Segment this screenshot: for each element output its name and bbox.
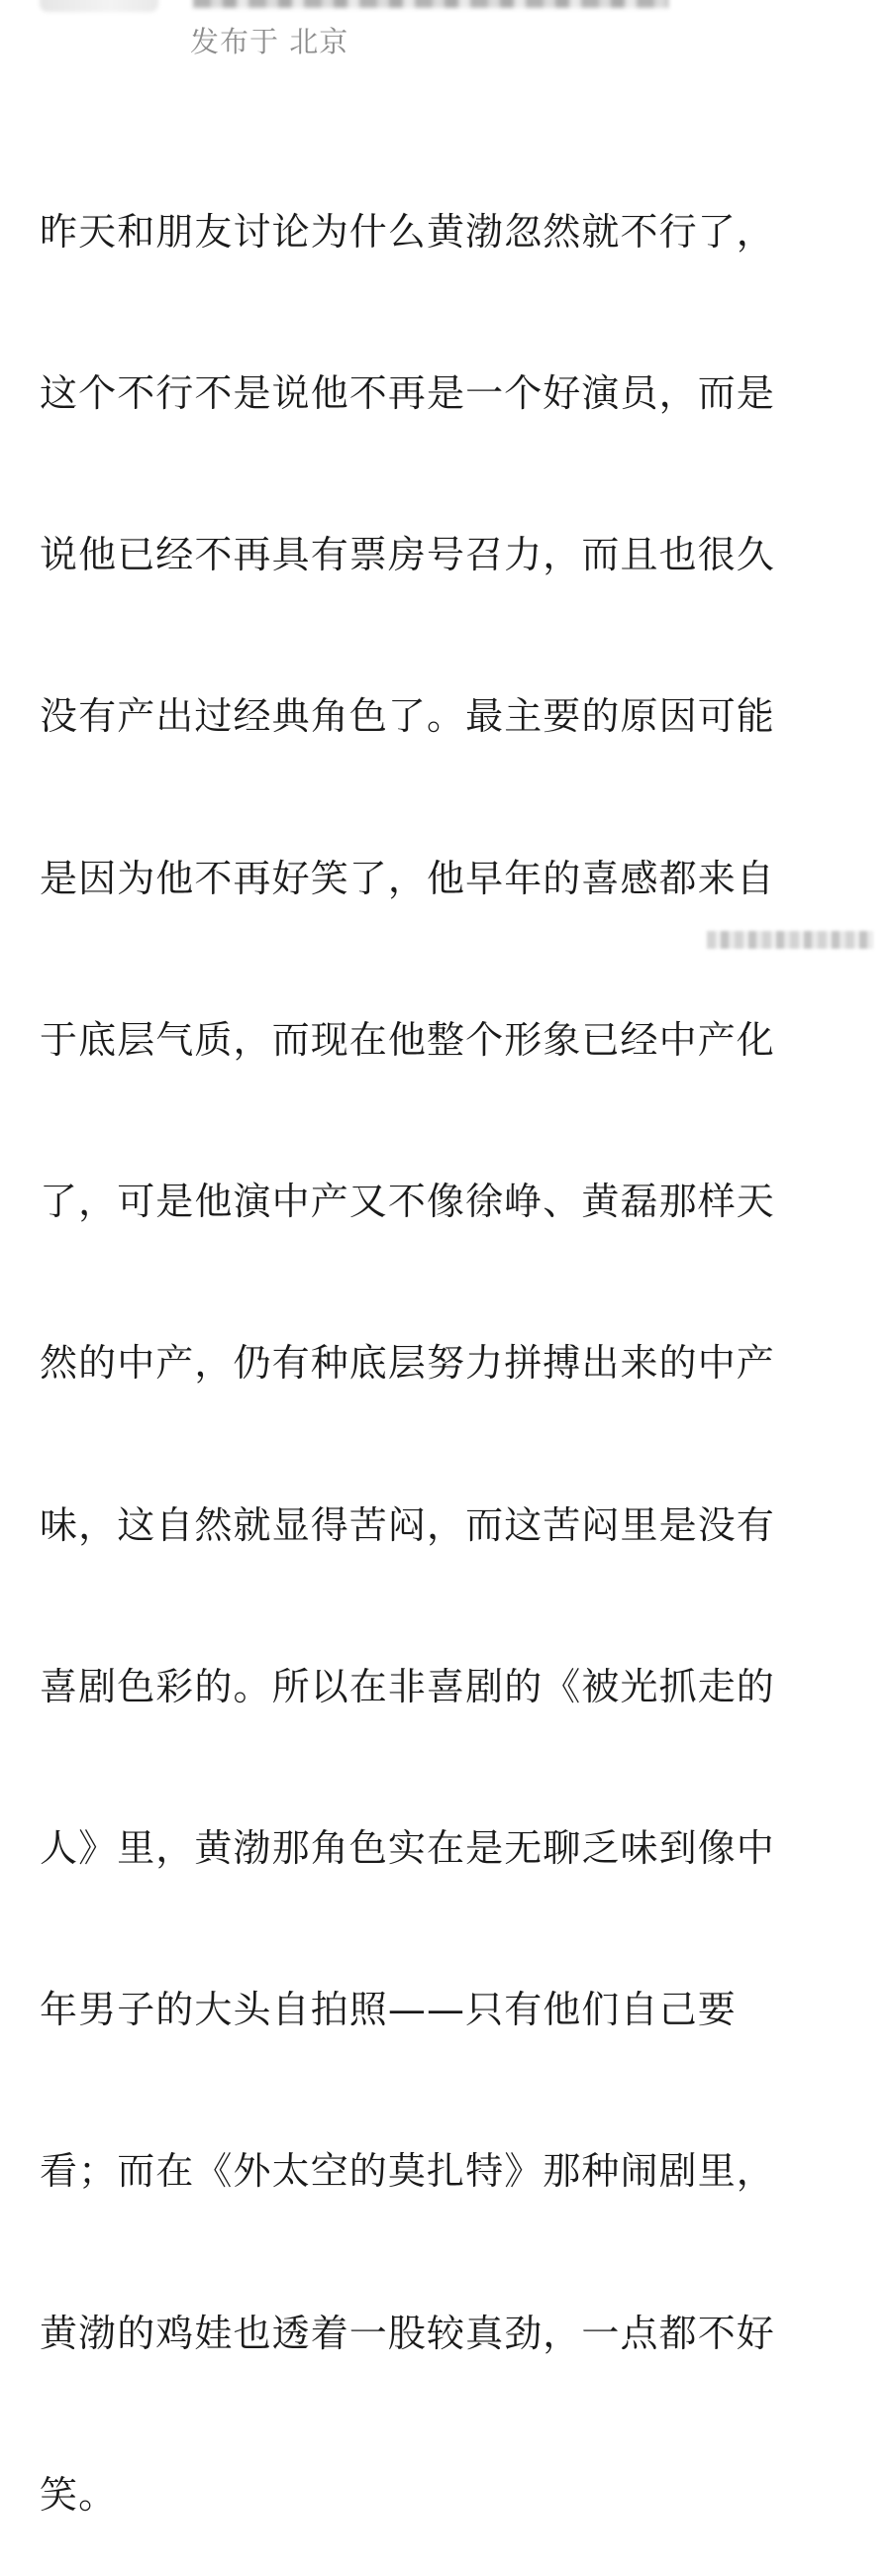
post-body-line: 人》里，黄渤那角色实在是无聊乏味到像中 (40, 1826, 775, 1870)
post-body-line: 昨天和朋友讨论为什么黄渤忽然就不行了， (40, 209, 775, 254)
post-body (40, 97, 876, 2576)
post-body-line: 这个不行不是说他不再是一个好演员，而是 (40, 371, 775, 416)
post-body-line: 味，这自然就显得苦闷，而这苦闷里是没有 (40, 1502, 775, 1547)
post-body-line: 说他已经不再具有票房号召力，而且也很久 (40, 533, 775, 577)
post-body-line: 看；而在《外太空的莫扎特》那种闹剧里， (40, 2149, 775, 2194)
post-body-line: 年男子的大头自拍照——只有他们自己要 (40, 1988, 737, 2032)
post-body-line: 然的中产，仍有种底层努力拼搏出来的中产 (40, 1341, 775, 1386)
post-body-line: 于底层气质，而现在他整个形象已经中产化 (40, 1017, 775, 1062)
blurred-post-header (0, 0, 891, 14)
blurred-post-meta (193, 0, 668, 8)
post-body-line: 黄渤的鸡娃也透着一股较真劲，一点都不好 (40, 2311, 775, 2355)
watermark-blur (707, 931, 873, 949)
blurred-watermark (701, 921, 879, 957)
post-location: 发布于 北京 (190, 25, 349, 58)
blurred-avatar (40, 0, 158, 12)
post-body-line: 没有产出过经典角色了。最主要的原因可能 (40, 694, 775, 739)
post-body-line: 了，可是他演中产又不像徐峥、黄磊那样天 (40, 1180, 775, 1224)
post-body-line: 是因为他不再好笑了，他早年的喜感都来自 (40, 856, 775, 900)
post-body-line: 笑。 (40, 2472, 118, 2517)
post-body-line: 喜剧色彩的。所以在非喜剧的《被光抓走的 (40, 1664, 775, 1708)
